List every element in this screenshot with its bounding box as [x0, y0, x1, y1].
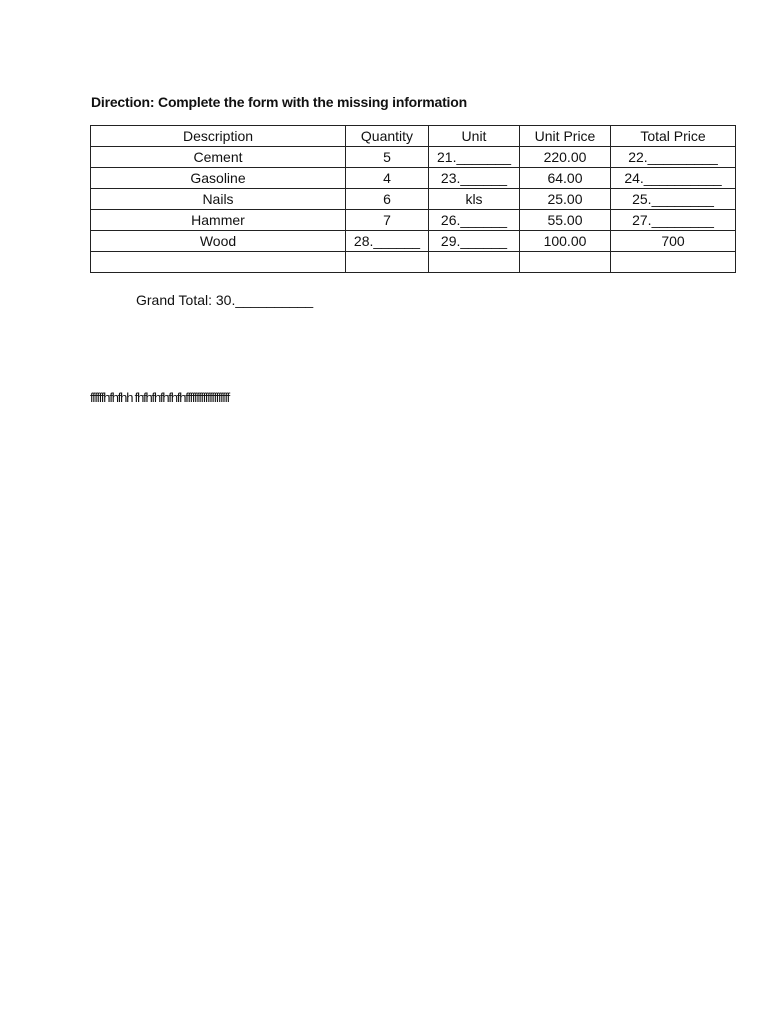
- cell-description: [91, 252, 346, 273]
- cell-unit: 21._______: [429, 147, 520, 168]
- cell-quantity: 28.______: [346, 231, 429, 252]
- cell-unit-price: 100.00: [520, 231, 611, 252]
- header-unit-price: Unit Price: [520, 126, 611, 147]
- cell-quantity: 5: [346, 147, 429, 168]
- cell-total-price: 25.________: [611, 189, 736, 210]
- table-row-empty: [91, 252, 736, 273]
- cell-total-price: [611, 252, 736, 273]
- cell-description: Hammer: [91, 210, 346, 231]
- cell-description: Nails: [91, 189, 346, 210]
- cell-description: Gasoline: [91, 168, 346, 189]
- table-row: [91, 189, 736, 210]
- cell-unit-price: 64.00: [520, 168, 611, 189]
- cell-unit-price: [520, 252, 611, 273]
- cell-unit: 29.______: [429, 231, 520, 252]
- cell-total-price: 24.__________: [611, 168, 736, 189]
- stray-text-line: ffffffhfhfhh fhfhfhfhfhfhffffffffffffffffffff: [90, 390, 230, 405]
- cell-description: Cement: [91, 147, 346, 168]
- cell-unit: [429, 252, 520, 273]
- cell-unit-price: 220.00: [520, 147, 611, 168]
- header-unit: Unit: [429, 126, 520, 147]
- cell-quantity: 4: [346, 168, 429, 189]
- header-total-price: Total Price: [611, 126, 736, 147]
- table-row: [91, 147, 736, 168]
- cell-unit-price: 55.00: [520, 210, 611, 231]
- cell-unit: 26.______: [429, 210, 520, 231]
- order-form-table: [90, 125, 736, 273]
- direction-heading: Direction: Complete the form with the missing information: [91, 94, 467, 110]
- cell-unit-price: 25.00: [520, 189, 611, 210]
- cell-total-price: 700: [611, 231, 736, 252]
- cell-unit: kls: [429, 189, 520, 210]
- cell-quantity: 7: [346, 210, 429, 231]
- header-description: Description: [91, 126, 346, 147]
- cell-description: Wood: [91, 231, 346, 252]
- cell-total-price: 22._________: [611, 147, 736, 168]
- header-quantity: Quantity: [346, 126, 429, 147]
- table-row: [91, 168, 736, 189]
- table-row: [91, 210, 736, 231]
- grand-total-line: Grand Total: 30.__________: [136, 292, 314, 308]
- table-header-row: [91, 126, 736, 147]
- cell-quantity: [346, 252, 429, 273]
- cell-total-price: 27.________: [611, 210, 736, 231]
- cell-unit: 23.______: [429, 168, 520, 189]
- cell-quantity: 6: [346, 189, 429, 210]
- table-row: [91, 231, 736, 252]
